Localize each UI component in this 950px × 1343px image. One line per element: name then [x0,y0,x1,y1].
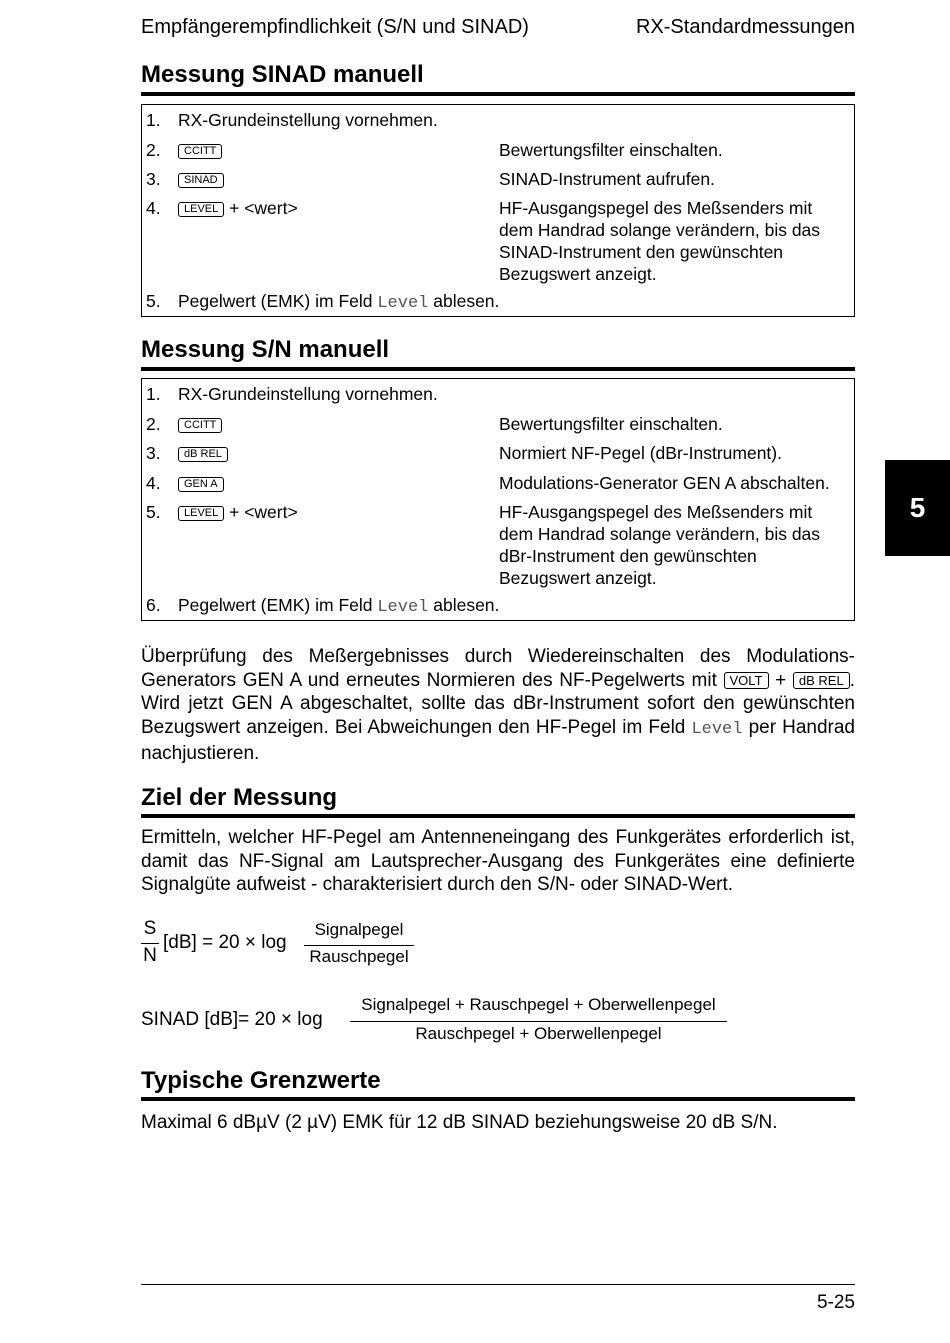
step-number: 6. [146,595,161,615]
step-number: 3. [146,443,161,463]
sinad-steps-box [141,104,855,317]
paragraph-text: Überprüfung des Meßergebnisses durch Wiedereinschalten des Modulations-Generators GEN A und erneutes Normieren des NF-Pegelwerts mit [141,646,855,691]
manual-page [141,0,855,1343]
step-description: HF-Ausgangspegel des Meßsenders mit dem Handrad solange verändern, bis das SINAD-Instrument den gewünschten Bezugswert anzeigt. [499,198,821,284]
formula-operator: [dB] = 20 × log [163,932,287,953]
sn-steps-box [141,378,855,621]
step-suffix: + <wert> [224,502,298,522]
step-number: 5. [146,291,161,311]
key-db-rel: dB REL [178,447,228,462]
plus-sign: + [768,669,793,691]
heading-sinad-manual: Messung SINAD manuell [141,61,424,88]
key-db-rel: dB REL [793,672,850,689]
step-description: HF-Ausgangspegel des Meßsenders mit dem Handrad solange verändern, bis das dBr-Instrument den gewünschten Bezugswert anzeigt. [499,502,821,588]
step-text: ablesen. [428,291,500,311]
paragraph-text: . Wird jetzt GEN A abgeschaltet, sollte das dBr-Instrument sofort den gewünschten Bezugswert anzeigen. Bei Abweichungen den HF-Pegel im Feld [141,669,855,739]
grenzwerte-paragraph: Maximal 6 dBµV (2 µV) EMK für 12 dB SINAD beziehungsweise 20 dB S/N. [141,1112,778,1133]
step-text: Pegelwert (EMK) im Feld [178,595,378,615]
step-description: Normiert NF-Pegel (dBr-Instrument). [499,443,782,463]
page-number: 5-25 [816,1292,855,1313]
fraction-bar [350,1021,727,1022]
step-description: Bewertungsfilter einschalten. [499,414,723,434]
step-number: 2. [146,414,161,434]
field-level: Level [377,294,429,313]
step-description: SINAD-Instrument aufrufen. [499,169,715,189]
heading-rule [141,92,855,96]
formula-sn [141,918,441,978]
paragraph-text: per Handrad nachjustieren. [141,717,856,764]
fraction-s-over-n [141,918,159,966]
step-number: 2. [146,140,161,160]
heading-rule [141,1097,855,1101]
key-sinad: SINAD [178,173,224,188]
key-level: LEVEL [178,506,224,521]
fraction-numerator: S [143,918,157,939]
key-level: LEVEL [178,202,224,217]
step-description: Bewertungsfilter einschalten. [499,140,723,160]
heading-grenzwerte: Typische Grenzwerte [141,1067,381,1094]
step-number: 4. [146,473,161,493]
fraction-numerator: Signalpegel + Rauschpegel + Oberwellenpegel [361,995,716,1014]
step-number: 5. [146,502,161,522]
step-number: 1. [146,110,161,130]
ziel-paragraph: Ermitteln, welcher HF-Pegel am Antenneneingang des Funkgerätes erforderlich ist, damit das NF-Signal am Lautsprecher-Ausgang des Funkgerätes eine definierte Signalgüte aufweist - charakterisiert durch den S/N- oder SINAD-Wert. [141,827,855,896]
fraction-denominator: Rauschpegel [309,947,409,966]
header-chapter-title: Empfängerempfindlichkeit (S/N und SINAD) [141,16,529,38]
fraction-sinad [350,995,727,1043]
heading-rule [141,367,855,371]
step-text: ablesen. [428,595,500,615]
fraction-bar [304,945,414,946]
step-number: 3. [146,169,161,189]
key-gen-a: GEN A [178,477,224,492]
step-suffix: + <wert> [224,198,298,218]
fraction-numerator: Signalpegel [314,920,404,939]
verification-paragraph [141,645,855,766]
step-text: Pegelwert (EMK) im Feld [178,291,378,311]
field-level: Level [377,598,429,617]
formula-lhs: SINAD [dB]= 20 × log [141,1009,323,1030]
heading-ziel: Ziel der Messung [141,784,338,811]
chapter-tab: 5 [885,460,950,556]
footer-rule [141,1284,855,1285]
heading-rule [141,814,855,818]
step-number: 1. [146,384,161,404]
fraction-denominator: N [143,945,157,966]
step-number: 4. [146,198,161,218]
heading-sn-manual: Messung S/N manuell [141,336,390,363]
field-level: Level [691,720,743,740]
fraction-signal-over-noise [304,920,414,966]
key-volt: VOLT [724,672,769,689]
key-ccitt: CCITT [178,418,222,433]
key-ccitt: CCITT [178,144,222,159]
fraction-bar [141,943,159,944]
header-section-title: RX-Standardmessungen [635,16,855,38]
step-text: RX-Grundeinstellung vornehmen. [178,110,438,130]
step-text: RX-Grundeinstellung vornehmen. [178,384,438,404]
formula-sinad [141,993,741,1053]
step-description: Modulations-Generator GEN A abschalten. [499,473,830,493]
fraction-denominator: Rauschpegel + Oberwellenpegel [415,1024,662,1043]
